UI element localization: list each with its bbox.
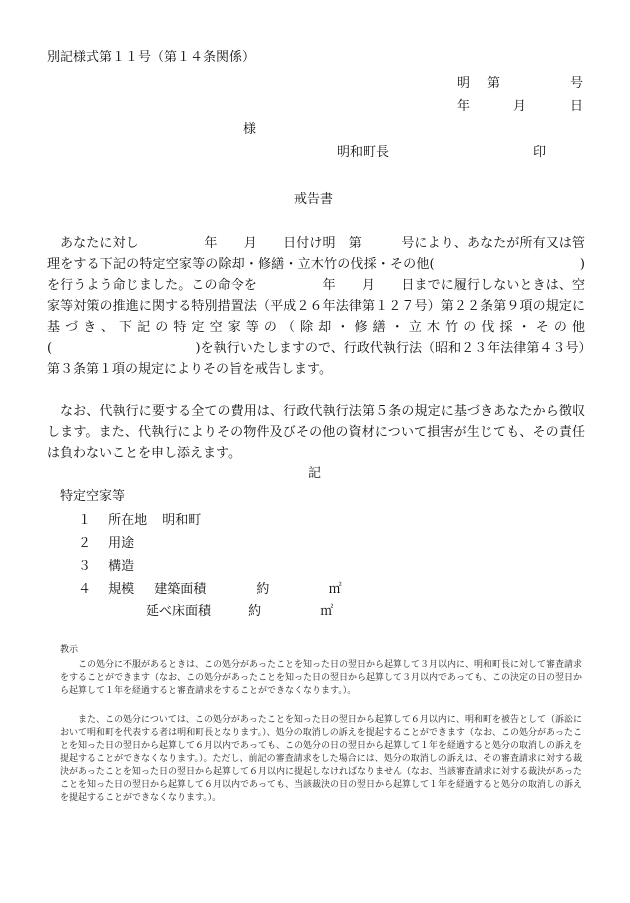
item-label: 規模 [108, 582, 135, 597]
item-label: 所在地 [108, 513, 148, 528]
list-item [78, 579, 342, 601]
list-item [78, 533, 134, 555]
body-paragraph-2: なお、代執行に要する全ての費用は、行政代執行法第５条の規定に基づきあなたから徴収します。また、代執行によりその物件及びその他の資材について損害が生じても、その責任は負わないことを申し添えます。 [47, 404, 585, 461]
date-year: 年 [457, 99, 471, 114]
ki-heading: 記 [308, 466, 322, 481]
issuer-name: 明和町長 [337, 145, 390, 160]
item-value: 明和町 [162, 513, 202, 528]
form-header: 別記様式第１１号（第１４条関係） [47, 50, 256, 65]
document-number-prefix: 明 [457, 76, 471, 91]
item-number: ３ [78, 559, 92, 574]
list-item [78, 556, 134, 578]
building-area-approx: 約 [256, 582, 270, 597]
notice-paragraph-2: また、この処分については、この処分があったことを知った日の翌日から起算して６月以内に、明和町を被告として（訴訟において明和町を代表する者は明和町長となります。）、処分の取消しの訴えを提起することができます（なお、この処分があったことを知った日の翌日から起算して６月以内であっても、この処分の日の翌日から起算して１年を経過すると処分の取消しの訴えを提起することができなくなります。）。ただし、前記の審査請求をした場合には、処分の取消しの訴えは、その審査請求に対する裁決があったことを知った日の翌日から起算して６月以内に提起しなければなりません（なお、当該審査請求に対する裁決があったことを知った日の翌日から起算して６月以内であっても、当該裁決の日の翌日から起算して１年を経過すると処分の取消しの訴えを提起することができなくなります。）。 [60, 715, 582, 803]
document-number-go: 号 [570, 76, 584, 91]
floor-area-label: 延べ床面積 [146, 604, 212, 619]
list-item [78, 510, 201, 532]
notice-paragraph-1: この処分に不服があるときは、この処分があったことを知った日の翌日から起算して３月以内に、明和町長に対して審査請求をすることができます（なお、この処分があったことを知った日の翌日から起算して３月以内であっても、この決定の日の翌日から起算して１年を経過すると審査請求をすることができなくなります。）。 [60, 660, 582, 696]
date-month: 月 [513, 99, 527, 114]
seal-mark: 印 [533, 145, 547, 160]
property-heading: 特定空家等 [60, 489, 126, 504]
building-area-unit: ㎡ [328, 582, 342, 597]
item-number: ２ [78, 536, 92, 551]
floor-area-unit: ㎡ [320, 604, 334, 619]
recipient-suffix: 様 [243, 122, 257, 137]
notice-heading: 教示 [60, 645, 79, 655]
list-item [146, 601, 333, 623]
item-number: １ [78, 513, 92, 528]
date-day: 日 [570, 99, 584, 114]
document-title: 戒告書 [294, 192, 334, 207]
document-number-dai: 第 [487, 76, 501, 91]
floor-area-approx: 約 [248, 604, 262, 619]
item-label: 構造 [108, 559, 135, 574]
item-label: 用途 [108, 536, 135, 551]
body-paragraph-1: あなたに対し 年 月 日付け明 第 号により、あなたが所有又は管理をする下記の特定空家等の除却・修繕・立木竹の伐採・その他( )を行うよう命じました。この命令を 年 月 日までに履行しないときは、空家等対策の推進に関する特別措置法（平成２６年法律第１２７号）第２２条第９項の規定に基づき、下記の特定空家等の（除却・修繕・立木竹の伐採・その他( )を執行いたしますので、行政代執行法（昭和２３年法律第４３号）第３条第１項の規定によりその旨を戒告します。 [47, 236, 585, 377]
building-area-label: 建築面積 [154, 582, 207, 597]
item-number: ４ [78, 582, 92, 597]
